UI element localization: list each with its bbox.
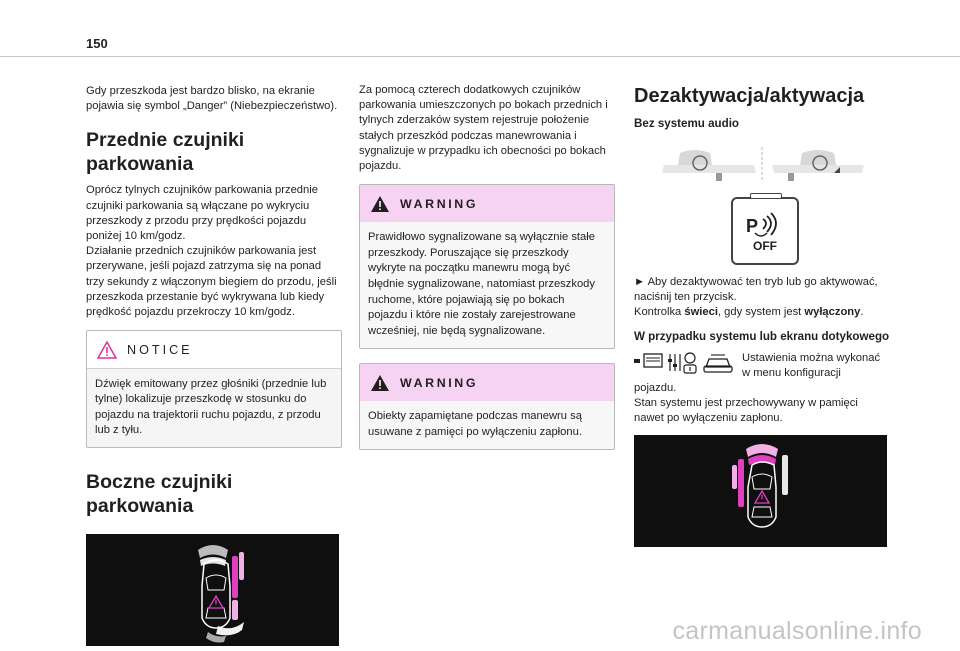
no-audio-subheading: Bez systemu audio (634, 117, 740, 130)
column-3 (634, 80, 890, 547)
touchscreen-subheading: W przypadku systemu lub ekranu dotykowego (634, 329, 890, 343)
vehicle-sensors-diagram (634, 435, 887, 547)
notice-body (87, 369, 341, 447)
parking-sensor-icon (733, 199, 797, 263)
warning-box-1 (359, 184, 615, 349)
warning-2-text: Obiekty zapamiętane podczas manewru są usuwane z pamięci po wyłączeniu zapłonu. (368, 410, 582, 438)
settings-text-cont: pojazdu. (634, 382, 677, 395)
intro-paragraph: Gdy przeszkoda jest bardzo blisko, na ekranie pojawia się symbol „Danger” (Niebezpieczeństwo). (86, 85, 338, 113)
warning-triangle-icon (370, 195, 390, 213)
notice-box (86, 330, 342, 448)
notice-triangle-icon (97, 341, 117, 359)
dashboard-controls-illustration (634, 143, 890, 185)
park-sensor-off-button (731, 197, 799, 265)
side-sensors-heading: Boczne czujniki parkowania (86, 471, 233, 518)
front-sensors-heading: Przednie czujniki parkowania (86, 129, 245, 176)
memory-text: Stan systemu jest przechowywany w pamięci nawet po wyłączeniu zapłonu. (634, 397, 858, 425)
warning-box-2 (359, 363, 615, 449)
column-1 (86, 80, 342, 646)
notice-title: NOTICE (127, 342, 193, 357)
deactivation-heading: Dezaktywacja/aktywacja (634, 85, 865, 107)
warning-1-text: Prawidłowo sygnalizowane są wyłącznie stałe przeszkody. Poruszające się przeszkody wykryte na początku manewru mogą być błędnie sygnalizowane, natomiast przeszkody ruchome, które pojawiają się po bokach pojazdu i które nie zostały zarejestrowane wcześniej, nie będą sygnalizowane. (368, 231, 595, 337)
warning-triangle-icon (370, 374, 390, 392)
page-number: 150 (86, 36, 108, 51)
settings-icons-row (634, 351, 890, 381)
screen-menu-icons (634, 351, 738, 375)
side-sensors-diagram (86, 534, 339, 646)
warning-2-title: WARNING (400, 375, 479, 390)
vehicle-sensors-car-graphic (634, 435, 887, 547)
warning-1-header (360, 185, 614, 222)
watermark: carmanualsonline.info (672, 617, 922, 645)
svg-text:P: P (746, 216, 759, 236)
warning-1-body (360, 222, 614, 348)
deactivate-instruction: ► Aby dezaktywować ten tryb lub go aktywować, naciśnij ten przycisk. Kontrolka świeci, gdy system jest wyłączony. (634, 276, 878, 319)
notice-text: Dźwięk emitowany przez głośniki (przednie lub tylne) lokalizuje przeszkodę w stosunku do pojazdu na trajektorii ruchu pojazdu, z przodu lub z tyłu. (95, 378, 327, 436)
warning-2-header (360, 364, 614, 401)
side-sensors-intro: Za pomocą czterech dodatkowych czujników parkowania umieszczonych po bokach przednich i tylnych zderzaków system rejestruje położenie stałych przeszkód podczas manewrowania i sygnalizuje w przypadku ich obecności po bokach pojazdu. (359, 84, 608, 173)
arrow-bullet-icon: ► (634, 276, 646, 288)
side-sensors-car-graphic (86, 534, 339, 646)
warning-1-title: WARNING (400, 196, 479, 211)
off-label: OFF (753, 239, 777, 253)
header-rule (0, 56, 960, 57)
notice-header (87, 331, 341, 369)
warning-2-body (360, 401, 614, 448)
front-sensors-text: Oprócz tylnych czujników parkowania przednie czujniki parkowania są włączane po wykryciu przeszkody z przodu przy prędkości pojazdu poniżej 10 km/godz. Działanie przednich czujników parkowania jest przerywane, jeśli pojazd zatrzyma się na ponad trzy sekundy z włączonym biegiem do przodu, jeśli przeszkoda przestanie być wykrywana lub kiedy prędkość pojazdu przekroczy 10 km/godz. (86, 184, 337, 319)
column-2 (359, 80, 615, 450)
settings-text: Ustawienia można wykonać w menu konfiguracji (742, 351, 881, 379)
